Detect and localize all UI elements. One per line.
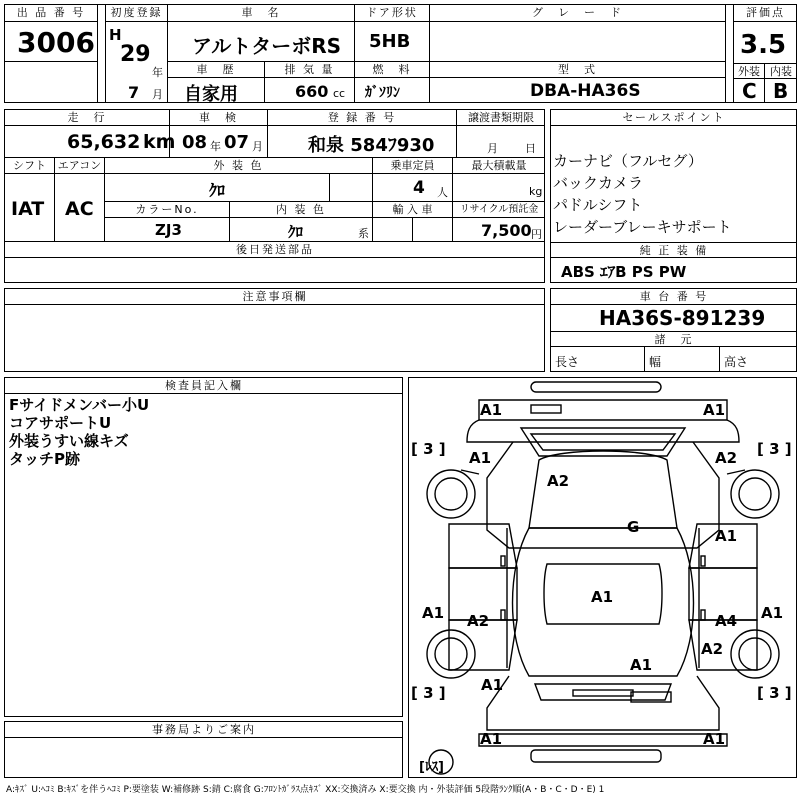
spec-block: [4, 109, 545, 283]
damage-label: A1: [591, 588, 614, 606]
ext-grade-cell: [733, 79, 765, 103]
height-cell: [720, 347, 797, 372]
mileage-unit: km: [143, 131, 176, 153]
shift-value: IAT: [11, 198, 45, 220]
history-label: 車 歴: [168, 62, 265, 78]
spare-tire-mark: [ﾚｽ]: [419, 760, 444, 775]
insp-year-unit: 年: [210, 140, 221, 153]
insp-month-unit: 月: [252, 140, 263, 153]
lot-label: 出 品 番 号: [5, 5, 98, 22]
max-load-cell: [453, 174, 545, 202]
sales-point-item: バックカメラ: [553, 174, 644, 192]
door-type: 5HB: [369, 31, 411, 52]
length-label: 長さ: [555, 355, 580, 369]
car-name-cell: [168, 22, 355, 62]
tire-mark-front-left: [ 3 ]: [411, 440, 446, 458]
int-grade-cell: [765, 79, 797, 103]
recycle-value: 7,500: [481, 221, 532, 240]
int-color-label: 内 装 色: [230, 202, 373, 218]
damage-label: A1: [480, 401, 503, 419]
max-load-unit: kg: [529, 185, 543, 198]
mileage-cell: [5, 126, 176, 158]
inspector-line: タッチP跡: [9, 450, 80, 468]
damage-label: A1: [703, 401, 726, 419]
model-label: 型 式: [430, 62, 726, 78]
transfer-day-unit: 日: [525, 142, 536, 155]
damage-label: G: [627, 518, 640, 536]
insp-year: 08: [182, 132, 208, 153]
ext-color-label: 外 装 色: [105, 158, 373, 174]
fuel-label: 燃 料: [355, 62, 430, 78]
ext-color-cell: [105, 174, 330, 202]
fuel-value: ｶﾞｿﾘﾝ: [365, 85, 400, 101]
ac-label: エアコン: [55, 158, 105, 174]
width-label: 幅: [649, 355, 662, 369]
recycle-label: リサイクル預託金: [453, 202, 545, 218]
chassis-label: 車 台 番 号: [551, 289, 797, 305]
capacity-value: 4: [413, 178, 425, 198]
score-label: 評価点: [733, 5, 797, 22]
inspector-block: [4, 377, 403, 717]
office-block: [4, 721, 403, 778]
capacity-cell: [373, 174, 453, 202]
month: 7: [128, 83, 140, 102]
ext-color-value: ｸﾛ: [209, 181, 226, 200]
insp-month: 07: [224, 132, 250, 153]
sales-points-label: セールスポイント: [551, 110, 797, 126]
color-no-label: カラーNo.: [105, 202, 230, 218]
era: H: [109, 26, 122, 44]
ext-color-extra: [330, 174, 373, 202]
reg-no-cell: [268, 126, 457, 158]
damage-label: A1: [422, 604, 445, 622]
height-label: 高さ: [724, 355, 749, 369]
first-reg-cell: [105, 22, 168, 103]
sales-points-list: [553, 150, 732, 238]
import-cell-b: [413, 218, 453, 242]
damage-label: A1: [630, 656, 653, 674]
displacement-unit: cc: [333, 87, 346, 100]
lot-blank: [5, 62, 98, 103]
width-cell: [645, 347, 720, 372]
car-name-label: 車 名: [168, 5, 355, 22]
capacity-label: 乗車定員: [373, 158, 453, 174]
sales-point-item: レーダーブレーキサポート: [553, 218, 732, 236]
year-unit: 年: [152, 66, 163, 79]
color-no-value: ZJ3: [155, 221, 182, 239]
car-diagram: [408, 377, 797, 778]
equipment-value: ABS ｴｱB PS PW: [561, 263, 687, 281]
transfer-month-unit: 月: [487, 142, 498, 155]
damage-label: A2: [467, 612, 490, 630]
grade-label: グ レ ー ド: [430, 5, 726, 22]
history-cell: [168, 78, 265, 103]
length-cell: [551, 347, 645, 372]
damage-label: A1: [469, 449, 492, 467]
displacement-value: 660: [295, 82, 329, 101]
import-cell-a: [373, 218, 413, 242]
equipment-label: 純 正 装 備: [551, 242, 797, 258]
car-name: アルトターボRS: [192, 34, 342, 58]
max-load-label: 最大積載量: [453, 158, 545, 174]
inspection-label: 車 検: [170, 110, 268, 126]
reg-no-label: 登 録 番 号: [268, 110, 457, 126]
chassis-block: [550, 288, 797, 372]
int-grade-label: 内装: [765, 64, 797, 79]
inspector-label: 検査員記入欄: [5, 378, 403, 394]
sales-point-item: パドルシフト: [553, 196, 643, 214]
header-block: [4, 4, 797, 103]
ac-cell: [55, 174, 105, 242]
damage-label: A2: [715, 449, 738, 467]
shift-label: シフト: [5, 158, 55, 174]
damage-label: A1: [703, 730, 726, 748]
int-color-unit: 系: [358, 227, 369, 240]
lot-number: 3006: [17, 26, 95, 59]
damage-label: A1: [715, 527, 738, 545]
notes-label: 注意事項欄: [5, 289, 545, 305]
tire-mark-front-right: [ 3 ]: [757, 440, 792, 458]
recycle-unit: 円: [531, 228, 542, 241]
shift-cell: [5, 174, 55, 242]
office-label: 事務局よりご案内: [5, 722, 403, 738]
reg-no-value: 和泉 584ﾌ930: [308, 135, 435, 156]
int-color-cell: [230, 218, 373, 242]
inspector-line: コアサポートU: [9, 414, 112, 432]
grade-cell: [430, 22, 726, 62]
score-value: 3.5: [740, 30, 787, 60]
sales-point-item: カーナビ（フルセグ）: [553, 152, 703, 170]
damage-label: A1: [761, 604, 784, 622]
color-no-cell: [105, 218, 230, 242]
model-value: DBA-HA36S: [530, 81, 641, 101]
inspector-line: 外装うすい線キズ: [9, 432, 129, 450]
transfer-label: 譲渡書類期限: [457, 110, 545, 126]
ext-grade-value: C: [742, 79, 757, 103]
inspection-cell: [170, 126, 268, 158]
inspector-notes: [9, 396, 149, 468]
damage-label: A2: [547, 472, 570, 490]
door-cell: [355, 22, 430, 62]
first-reg-label: 初度登録: [105, 5, 168, 22]
sales-points-block: [550, 109, 797, 283]
ac-value: AC: [65, 198, 94, 220]
displacement-cell: [265, 78, 355, 103]
month-unit: 月: [152, 88, 163, 101]
tire-mark-rear-right: [ 3 ]: [757, 684, 792, 702]
legend-text: A:ｷｽﾞ U:ﾍｺﾐ B:ｷｽﾞを伴うﾍｺﾐ P:要塗装 W:補修跡 S:錆 C:腐食 G:ﾌﾛﾝﾄｶﾞﾗｽ点ｷｽﾞ XX:交換済み X:要交換 内・外装評価 5段階ﾗﾝｸ順(A・B・C・D・E) 1: [6, 785, 605, 795]
door-label: ドア形状: [355, 5, 430, 22]
inspector-line: Fサイドメンバー小U: [9, 396, 150, 414]
damage-label: A1: [481, 676, 504, 694]
score-cell: [733, 22, 797, 64]
mileage-label: 走 行: [5, 110, 170, 126]
capacity-unit: 人: [437, 186, 448, 199]
ext-grade-label: 外装: [733, 64, 765, 79]
int-color-value: ｸﾛ: [288, 223, 304, 241]
int-grade-value: B: [773, 79, 789, 103]
chassis-number: HA36S-891239: [599, 306, 766, 330]
tire-mark-rear-left: [ 3 ]: [411, 684, 446, 702]
car-outline-drawing: [409, 378, 798, 779]
transfer-cell: [457, 126, 545, 158]
recycle-cell: [453, 218, 545, 242]
mileage-value: 65,632: [67, 131, 141, 153]
damage-label: A2: [701, 640, 724, 658]
import-label: 輸 入 車: [373, 202, 453, 218]
notes-block: [4, 288, 545, 372]
displacement-label: 排 気 量: [265, 62, 355, 78]
history-value: 自家用: [184, 84, 238, 105]
dims-label: 諸 元: [551, 331, 797, 347]
fuel-cell: [355, 78, 430, 103]
damage-label: A1: [480, 730, 503, 748]
model-cell: [430, 78, 726, 103]
later-parts-label: 後日発送部品: [5, 242, 545, 258]
lot-cell: [5, 22, 98, 62]
year: 29: [120, 42, 151, 67]
damage-label: A4: [715, 612, 738, 630]
